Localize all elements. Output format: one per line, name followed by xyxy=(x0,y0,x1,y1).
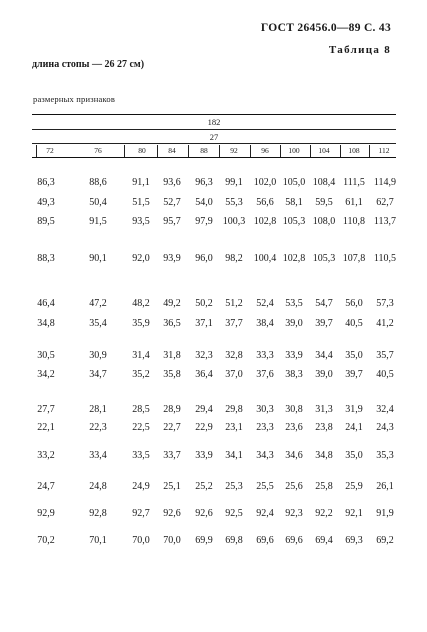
table-cell: 35,3 xyxy=(376,450,394,461)
table-cell: 33,2 xyxy=(37,450,55,461)
table-cell: 22,9 xyxy=(195,422,213,433)
table-cell: 54,7 xyxy=(315,298,333,309)
table-cell: 35,0 xyxy=(345,350,363,361)
table-cell: 102,8 xyxy=(253,216,277,227)
table-cell: 105,3 xyxy=(312,253,336,264)
table-cell: 69,6 xyxy=(256,535,274,546)
table-cell: 56,0 xyxy=(345,298,363,309)
table-cell: 92,8 xyxy=(89,508,107,519)
col-header: 96 xyxy=(261,146,269,155)
col-divider xyxy=(188,145,189,157)
col-header: 108 xyxy=(348,146,360,155)
table-cell: 40,5 xyxy=(376,369,394,380)
table-cell: 100,3 xyxy=(222,216,246,227)
table-row xyxy=(0,422,427,436)
table-cell: 102,0 xyxy=(253,177,277,188)
table-cell: 23,1 xyxy=(225,422,243,433)
table-cell: 32,3 xyxy=(195,350,213,361)
table-cell: 39,7 xyxy=(315,318,333,329)
table-cell: 51,5 xyxy=(132,197,150,208)
table-cell: 34,4 xyxy=(315,350,333,361)
table-cell: 92,3 xyxy=(285,508,303,519)
table-cell: 49,2 xyxy=(163,298,181,309)
table-cell: 70,0 xyxy=(132,535,150,546)
table-cell: 93,9 xyxy=(163,253,181,264)
table-cell: 23,6 xyxy=(285,422,303,433)
table-cell: 32,8 xyxy=(225,350,243,361)
table-cell: 95,7 xyxy=(163,216,181,227)
table-cell: 35,4 xyxy=(89,318,107,329)
table-cell: 114,9 xyxy=(373,177,397,188)
table-cell: 52,7 xyxy=(163,197,181,208)
table-cell: 24,7 xyxy=(37,481,55,492)
table-cell: 24,1 xyxy=(345,422,363,433)
table-cell: 28,5 xyxy=(132,404,150,415)
table-row xyxy=(0,318,427,332)
table-cell: 113,7 xyxy=(373,216,397,227)
table-cell: 23,8 xyxy=(315,422,333,433)
table-cell: 92,2 xyxy=(315,508,333,519)
table-cell: 69,3 xyxy=(345,535,363,546)
table-cell: 110,8 xyxy=(342,216,366,227)
table-cell: 38,4 xyxy=(256,318,274,329)
table-cell: 108,0 xyxy=(312,216,336,227)
table-cell: 50,4 xyxy=(89,197,107,208)
table-cell: 25,3 xyxy=(225,481,243,492)
table-cell: 27,7 xyxy=(37,404,55,415)
table-cell: 52,4 xyxy=(256,298,274,309)
column-header-row xyxy=(32,144,396,158)
table-cell: 33,7 xyxy=(163,450,181,461)
table-cell: 91,9 xyxy=(376,508,394,519)
table-cell: 37,0 xyxy=(225,369,243,380)
table-cell: 107,8 xyxy=(342,253,366,264)
table-cell: 25,1 xyxy=(163,481,181,492)
table-cell: 37,6 xyxy=(256,369,274,380)
table-cell: 34,8 xyxy=(315,450,333,461)
table-cell: 111,5 xyxy=(343,177,365,188)
table-cell: 25,8 xyxy=(315,481,333,492)
table-cell: 51,2 xyxy=(225,298,243,309)
table-cell: 31,3 xyxy=(315,404,333,415)
table-cell: 22,5 xyxy=(132,422,150,433)
table-cell: 26,1 xyxy=(376,481,394,492)
table-cell: 34,6 xyxy=(285,450,303,461)
table-cell: 24,8 xyxy=(89,481,107,492)
col-divider xyxy=(157,145,158,157)
table-cell: 92,6 xyxy=(163,508,181,519)
table-cell: 89,5 xyxy=(37,216,55,227)
col-divider xyxy=(369,145,370,157)
table-cell: 88,3 xyxy=(37,253,55,264)
table-cell: 55,3 xyxy=(225,197,243,208)
table-cell: 25,2 xyxy=(195,481,213,492)
table-row xyxy=(0,481,427,495)
col-header: 72 xyxy=(46,146,54,155)
rule-top xyxy=(32,114,396,115)
table-cell: 39,0 xyxy=(315,369,333,380)
table-cell: 25,6 xyxy=(285,481,303,492)
table-cell: 34,1 xyxy=(225,450,243,461)
table-cell: 69,2 xyxy=(376,535,394,546)
table-cell: 35,0 xyxy=(345,450,363,461)
col-divider xyxy=(219,145,220,157)
table-cell: 92,6 xyxy=(195,508,213,519)
table-cell: 34,8 xyxy=(37,318,55,329)
col-header: 80 xyxy=(138,146,146,155)
height-header: 182 xyxy=(207,117,221,127)
table-cell: 96,3 xyxy=(195,177,213,188)
table-cell: 92,4 xyxy=(256,508,274,519)
table-label: Таблица 8 xyxy=(328,44,391,56)
table-cell: 108,4 xyxy=(312,177,336,188)
table-cell: 29,4 xyxy=(195,404,213,415)
col-divider xyxy=(310,145,311,157)
table-row xyxy=(0,298,427,312)
col-header: 100 xyxy=(288,146,300,155)
table-cell: 69,4 xyxy=(315,535,333,546)
table-cell: 92,9 xyxy=(37,508,55,519)
table-cell: 93,5 xyxy=(132,216,150,227)
table-cell: 31,9 xyxy=(345,404,363,415)
table-cell: 30,8 xyxy=(285,404,303,415)
table-cell: 39,0 xyxy=(285,318,303,329)
table-cell: 56,6 xyxy=(256,197,274,208)
table-cell: 33,3 xyxy=(256,350,274,361)
col-header: 88 xyxy=(200,146,208,155)
table-cell: 40,5 xyxy=(345,318,363,329)
table-cell: 62,7 xyxy=(376,197,394,208)
table-cell: 32,4 xyxy=(376,404,394,415)
table-row xyxy=(0,369,427,383)
table-cell: 47,2 xyxy=(89,298,107,309)
table-cell: 31,4 xyxy=(132,350,150,361)
col-header: 112 xyxy=(378,146,390,155)
table-cell: 61,1 xyxy=(345,197,363,208)
table-cell: 102,8 xyxy=(282,253,306,264)
table-cell: 58,1 xyxy=(285,197,303,208)
table-cell: 30,3 xyxy=(256,404,274,415)
table-row xyxy=(0,197,427,211)
table-cell: 36,4 xyxy=(195,369,213,380)
table-row xyxy=(0,508,427,522)
table-cell: 34,2 xyxy=(37,369,55,380)
table-cell: 39,7 xyxy=(345,369,363,380)
table-cell: 91,1 xyxy=(132,177,150,188)
col-divider xyxy=(340,145,341,157)
col-divider xyxy=(250,145,251,157)
table-cell: 69,8 xyxy=(225,535,243,546)
table-cell: 37,7 xyxy=(225,318,243,329)
table-cell: 22,3 xyxy=(89,422,107,433)
table-cell: 34,3 xyxy=(256,450,274,461)
table-cell: 24,3 xyxy=(376,422,394,433)
table-cell: 86,3 xyxy=(37,177,55,188)
table-cell: 30,5 xyxy=(37,350,55,361)
table-cell: 69,6 xyxy=(285,535,303,546)
table-cell: 33,4 xyxy=(89,450,107,461)
table-cell: 92,1 xyxy=(345,508,363,519)
table-cell: 70,2 xyxy=(37,535,55,546)
table-cell: 59,5 xyxy=(315,197,333,208)
col-header: 84 xyxy=(168,146,176,155)
table-cell: 28,1 xyxy=(89,404,107,415)
table-row xyxy=(0,535,427,549)
table-cell: 110,5 xyxy=(373,253,397,264)
table-cell: 100,4 xyxy=(253,253,277,264)
col-divider xyxy=(280,145,281,157)
table-cell: 28,9 xyxy=(163,404,181,415)
table-cell: 69,9 xyxy=(195,535,213,546)
table-cell: 33,9 xyxy=(285,350,303,361)
table-cell: 31,8 xyxy=(163,350,181,361)
rule-mid xyxy=(32,129,396,130)
table-cell: 57,3 xyxy=(376,298,394,309)
col-header: 104 xyxy=(318,146,330,155)
table-cell: 92,7 xyxy=(132,508,150,519)
table-cell: 35,8 xyxy=(163,369,181,380)
table-cell: 30,9 xyxy=(89,350,107,361)
table-cell: 33,9 xyxy=(195,450,213,461)
table-cell: 99,1 xyxy=(225,177,243,188)
table-cell: 92,5 xyxy=(225,508,243,519)
table-cell: 48,2 xyxy=(132,298,150,309)
table-cell: 70,0 xyxy=(163,535,181,546)
table-cell: 35,2 xyxy=(132,369,150,380)
table-cell: 96,0 xyxy=(195,253,213,264)
table-cell: 93,6 xyxy=(163,177,181,188)
table-cell: 49,3 xyxy=(37,197,55,208)
table-row xyxy=(0,253,427,267)
table-row xyxy=(0,350,427,364)
table-cell: 50,2 xyxy=(195,298,213,309)
table-cell: 90,1 xyxy=(89,253,107,264)
table-row xyxy=(0,450,427,464)
table-row xyxy=(0,216,427,230)
table-cell: 35,9 xyxy=(132,318,150,329)
col-divider xyxy=(36,145,37,157)
table-cell: 91,5 xyxy=(89,216,107,227)
table-cell: 37,1 xyxy=(195,318,213,329)
table-cell: 36,5 xyxy=(163,318,181,329)
table-cell: 22,7 xyxy=(163,422,181,433)
table-subtitle: длина стопы — 26 27 см) xyxy=(32,59,145,70)
table-cell: 29,8 xyxy=(225,404,243,415)
table-cell: 22,1 xyxy=(37,422,55,433)
table-cell: 53,5 xyxy=(285,298,303,309)
table-cell: 92,0 xyxy=(132,253,150,264)
page-header: ГОСТ 26456.0—89 С. 43 xyxy=(260,22,391,34)
table-cell: 98,2 xyxy=(225,253,243,264)
table-cell: 54,0 xyxy=(195,197,213,208)
size-header: 27 xyxy=(209,132,219,142)
col-header: 76 xyxy=(94,146,102,155)
table-cell: 70,1 xyxy=(89,535,107,546)
table-cell: 105,3 xyxy=(282,216,306,227)
table-row xyxy=(0,177,427,191)
features-label: размерных признаков xyxy=(33,94,116,104)
col-header: 92 xyxy=(230,146,238,155)
col-divider xyxy=(124,145,125,157)
table-cell: 38,3 xyxy=(285,369,303,380)
table-row xyxy=(0,404,427,418)
table-cell: 25,9 xyxy=(345,481,363,492)
table-cell: 25,5 xyxy=(256,481,274,492)
table-cell: 35,7 xyxy=(376,350,394,361)
table-cell: 97,9 xyxy=(195,216,213,227)
rule-cols-bottom xyxy=(32,157,396,158)
table-cell: 33,5 xyxy=(132,450,150,461)
table-cell: 23,3 xyxy=(256,422,274,433)
table-cell: 41,2 xyxy=(376,318,394,329)
table-cell: 105,0 xyxy=(282,177,306,188)
table-cell: 46,4 xyxy=(37,298,55,309)
table-cell: 34,7 xyxy=(89,369,107,380)
table-cell: 88,6 xyxy=(89,177,107,188)
table-cell: 24,9 xyxy=(132,481,150,492)
